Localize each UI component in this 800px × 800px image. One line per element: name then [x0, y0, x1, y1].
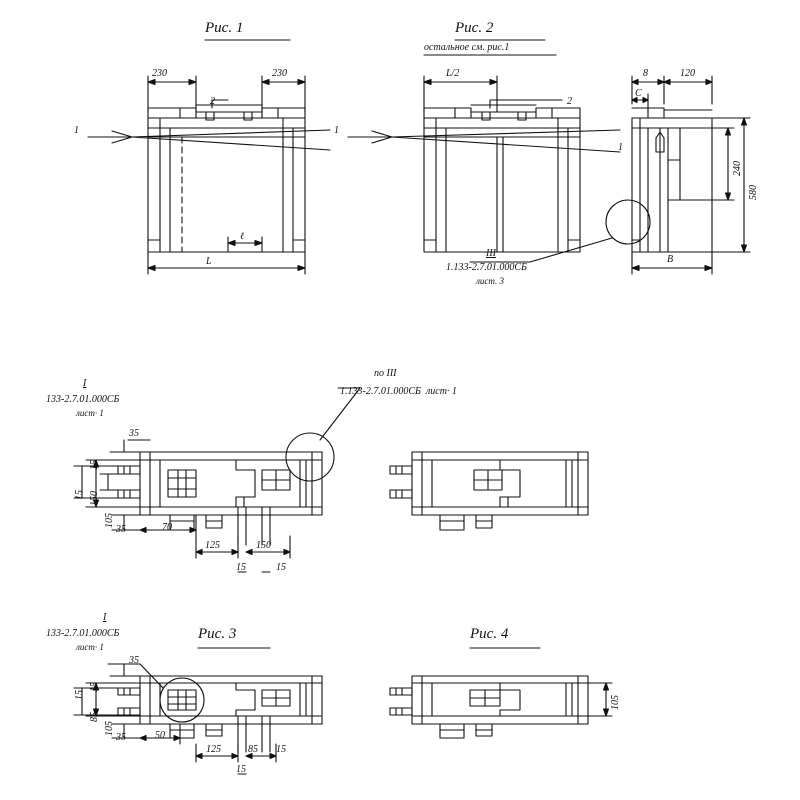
dim-fig2-240: 240 — [732, 161, 743, 176]
dim-fig3-105: 105 — [104, 721, 115, 736]
section-label-1-left: 1 — [74, 125, 79, 136]
dim-plan-150b: 150 — [256, 540, 271, 551]
figure-subtitle-2: остальное см. рис.1 — [424, 42, 510, 53]
figure-title-2: Рис. 2 — [455, 20, 494, 36]
dim-fig3-15d: 15 — [236, 764, 246, 775]
dim-fig1-l: ℓ — [240, 231, 245, 242]
dim-plan-15d: 15 — [276, 562, 286, 573]
dim-fig1-L: L — [206, 256, 212, 267]
dim-fig3-15a: 15 — [74, 690, 85, 700]
node-III-ref: 1.133-2.7.01.000СБ — [446, 262, 527, 273]
mark-2-fig2: 2 — [567, 96, 572, 107]
figure-title-4: Рис. 4 — [470, 626, 509, 642]
dim-fig1-230-right: 230 — [272, 68, 287, 79]
dim-plan-35-top: 35 — [129, 428, 139, 439]
dim-plan-70: 70 — [162, 522, 172, 533]
dim-fig2-L2: L/2 — [446, 68, 460, 79]
node-I-sheet: лист· 1 — [76, 408, 104, 418]
dim-plan-105: 105 — [104, 513, 115, 528]
section-label-1-mid: 1 — [334, 125, 339, 136]
node-I-label: I — [83, 378, 87, 389]
dim-fig2-C: C — [635, 88, 642, 99]
node-I-sheet-b: лист· 1 — [76, 642, 104, 652]
dim-fig3-35-top: 35 — [129, 655, 139, 666]
dim-fig4-105: 105 — [610, 695, 621, 710]
node-I-ref: 133-2.7.01.000СБ — [46, 394, 120, 405]
dim-fig3-85b: 85 — [248, 744, 258, 755]
dim-plan-150: 150 — [89, 491, 100, 506]
dim-fig2-B: B — [667, 254, 674, 265]
node-III-label: III — [486, 248, 496, 259]
dim-fig3-125: 125 — [206, 744, 221, 755]
figure-title-3: Рис. 3 — [198, 626, 237, 642]
mark-2-fig1: 2 — [210, 96, 215, 107]
dim-fig3-35-bot: 35 — [116, 732, 126, 743]
dim-fig2-120: 120 — [680, 68, 695, 79]
dim-plan-15c: 15 — [236, 562, 246, 573]
dim-fig1-230-left: 230 — [152, 68, 167, 79]
dim-fig3-50: 50 — [155, 730, 165, 741]
po-III-ref: 1.133-2.7.01.000СБ лист· 1 — [340, 386, 457, 397]
dim-fig3-15b: 15 — [89, 682, 100, 692]
dim-fig3-15c: 15 — [276, 744, 286, 755]
dim-plan-125: 125 — [205, 540, 220, 551]
figure-title-1: Рис. 1 — [205, 20, 244, 36]
dim-fig2-580: 580 — [748, 185, 759, 200]
node-I-ref-b: 133-2.7.01.000СБ — [46, 628, 120, 639]
dim-plan-35-bot: 35 — [116, 524, 126, 535]
section-label-1-right: 1 — [618, 142, 623, 153]
dim-plan-15a: 15 — [74, 490, 85, 500]
node-I-label-b: I — [103, 612, 107, 623]
po-III-label: по III — [374, 368, 397, 379]
node-III-sheet: лист. 3 — [476, 276, 505, 286]
dim-fig2-8: 8 — [643, 68, 648, 79]
dim-fig3-85: 85 — [89, 712, 100, 722]
dim-plan-15b: 15 — [89, 460, 100, 470]
